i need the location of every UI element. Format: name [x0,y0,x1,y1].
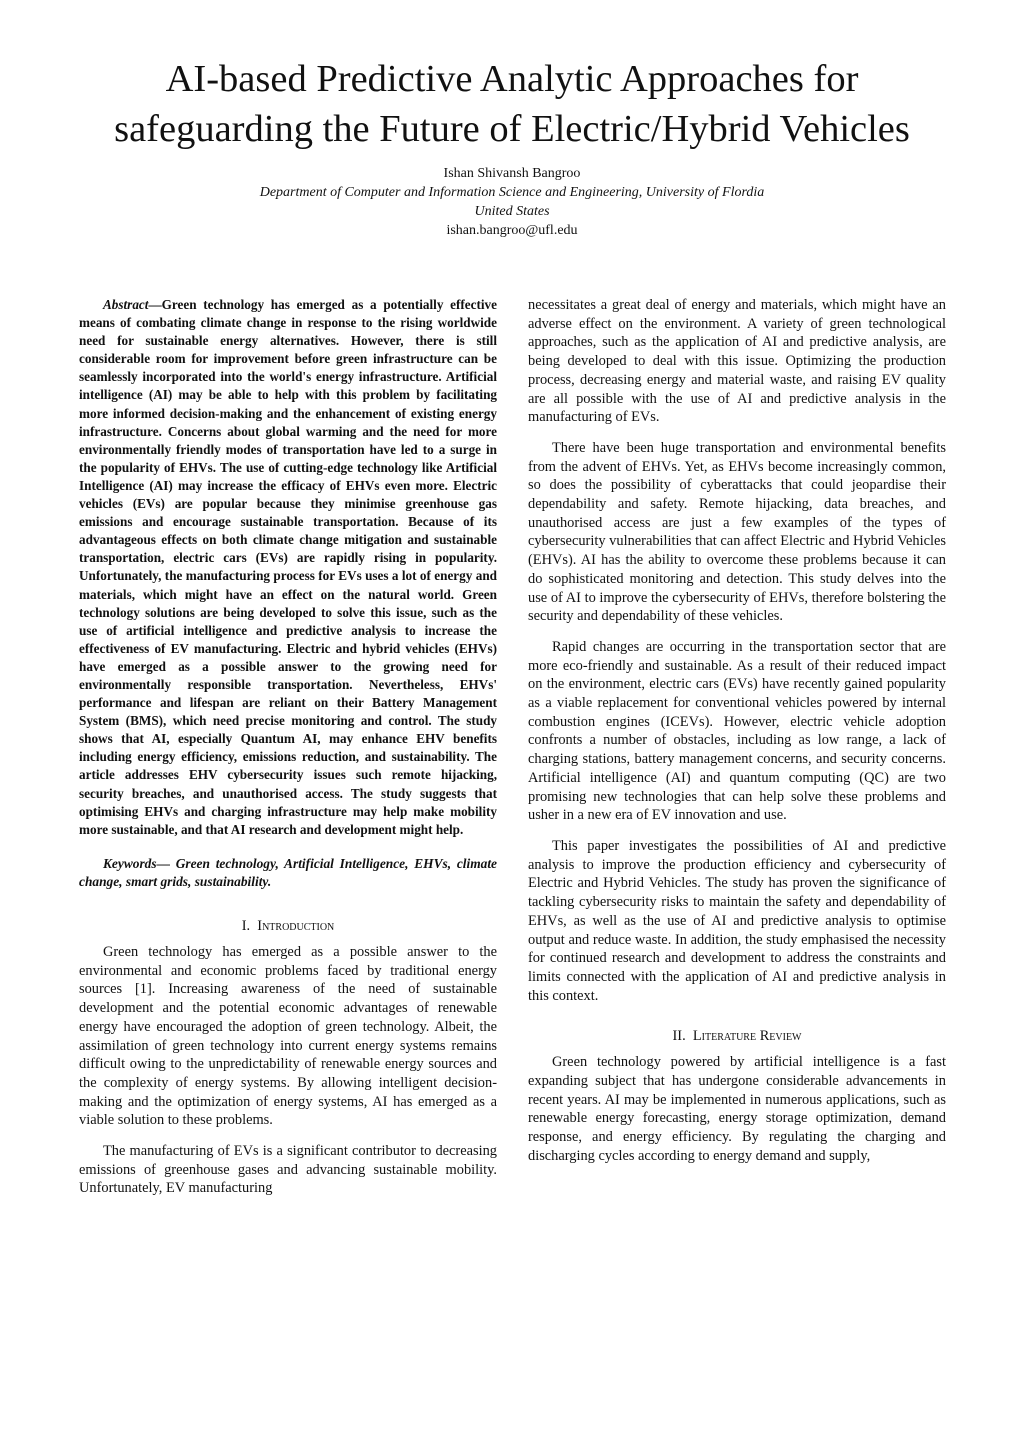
paragraph: Rapid changes are occurring in the transportation sector that are more eco-friendly and sustainable. As a result of their reduced impact on the environment, electric cars (EVs) have recently gained popularity as a viable replacement for conventional vehicles powered by internal combustion engines (ICEVs). However, electric vehicle adoption confronts a number of obstacles, including as low range, a lack of charging stations, battery management concerns, and security concerns. Artificial intelligence (AI) and quantum computing (QC) are two promising new technologies that can help solve these problems and usher in a new era of EV innovation and use. [528,638,946,824]
title-line-2: safeguarding the Future of Electric/Hybrid Vehicles [114,108,910,150]
author-country: United States [474,204,550,219]
paragraph: necessitates a great deal of energy and materials, which might have an adverse effect on the environment. A variety of green technological approaches, such as the application of AI and predictive analysis, are being developed to deal with this issue. Optimizing the production process, decreasing energy and material waste, and raising EV quality are all possible with the use of AI and predictive analysis in the manufacturing of EVs. [528,297,946,426]
abstract-label: Abstract [103,297,149,312]
paragraph: There have been huge transportation and environmental benefits from the advent of EHVs. Yet, as EHVs become increasingly common, so does the possibility of cyberattacks that could jeopardise their dependability and safety. Remote hijacking, data breaches, and unauthorised access are just a few examples of the types of cybersecurity vulnerabilities that can affect Electric and Hybrid Vehicles (EHVs). AI has the ability to overcome these problems because it can do sophisticated monitoring and detection. This study delves into the use of AI to improve the cybersecurity of EHVs, therefore bolstering the security and dependability of these vehicles. [528,439,946,625]
author-name: Ishan Shivansh Bangroo [443,166,581,181]
title-line-1: AI-based Predictive Analytic Approaches for [165,58,859,100]
author-affiliation: Department of Computer and Information Science and Engineering, University of Flordia [259,185,765,200]
abstract-text: —Green technology has emerged as a potentially effective means of combating climate change in response to the rising worldwide need for sustainable energy alternatives. However, there is still considerable room for improvement before green infrastructure can be seamlessly incorporated into the world's energy infrastructure. Artificial intelligence (AI) may be able to help with this problem by facilitating more informed decision-making and the enhancement of existing energy infrastructure. Concerns about global warming and the need for more environmentally friendly modes of transportation have led to a surge in the popularity of EHVs. The use of cutting-edge technology like Artificial Intelligence (AI) may increase the efficacy of EHVs even more. Electric vehicles (EVs) are popular because they minimise greenhouse gas emissions and encourage sustainable transportation. Because of its advantageous effects on both climate change mitigation and sustainable transportation, electric cars (EVs) are rapidly rising in popularity. Unfortunately, the manufacturing process for EVs uses a lot of energy and materials, which might have an effect on the natural world. Green technology solutions are being developed to solve this issue, such as the use of artificial intelligence and predictive analysis to increase the effectiveness of EV manufacturing. Electric and hybrid vehicles (EHVs) have emerged as a possible answer to the growing need for environmentally responsible transportation. Nevertheless, EHVs' performance and lifespan are reliant on their Battery Management System (BMS), which need precise monitoring and control. The study shows that AI, especially Quantum AI, may enhance EHV benefits including energy efficiency, emissions reduction, and sustainability. The article addresses EHV cybersecurity issues such remote hijacking, security breaches, and unauthorised access. The study suggests that optimising EHVs and charging infrastructure may help make mobility more sustainable, and that AI research and development might help. [79,297,497,837]
section-heading-introduction: I. Introduction [241,918,335,934]
paragraph: The manufacturing of EVs is a significant contributor to decreasing emissions of greenhouse gases and advancing sustainable mobility. Unfortunately, EV manufacturing [79,1143,497,1197]
paragraph: This paper investigates the possibilities of AI and predictive analysis to improve the production efficiency and cybersecurity of Electric and Hybrid Vehicles. The study has proven the significance of tackling cybersecurity risks to maintain the safety and dependability of EHVs, as well as the use of AI and predictive analysis to optimise output and reduce waste. In addition, the study emphasised the necessity for continued research and development to address the constraints and limits connected with the application of AI and predictive analysis in this context. [528,837,946,1004]
keywords: Keywords— Green technology, Artificial Intelligence, EHVs, climate change, smart grids, sustainability. [79,855,497,889]
paragraph: Green technology powered by artificial intelligence is a fast expanding subject that has undergone considerable advancements in recent years. AI may be implemented in numerous applications, such as renewable energy forecasting, energy storage optimization, demand response, and energy efficiency. By regulating the charging and discharging cycles according to energy demand and supply, [528,1054,946,1164]
abstract [79,296,497,839]
paper-title [40,54,984,154]
paragraph: Green technology has emerged as a possible answer to the environmental and economic problems faced by traditional energy sources [1]. Increasing awareness of the need of sustainable development and the potential economic advantages of renewable energy have encouraged the adoption of green technology. Albeit, the assimilation of green technology into current energy systems remains difficult owing to the unpredictability of renewable energy sources and the complexity of energy systems. By allowing intelligent decision-making and the optimization of energy systems, AI has emerged as a viable solution to these problems. [79,944,497,1129]
author-email: ishan.bangroo@ufl.edu [446,223,578,238]
section-heading-literature-review: II. Literature Review [672,1028,802,1045]
author-block [40,164,984,240]
left-column [79,296,497,1210]
right-column [528,296,946,1178]
